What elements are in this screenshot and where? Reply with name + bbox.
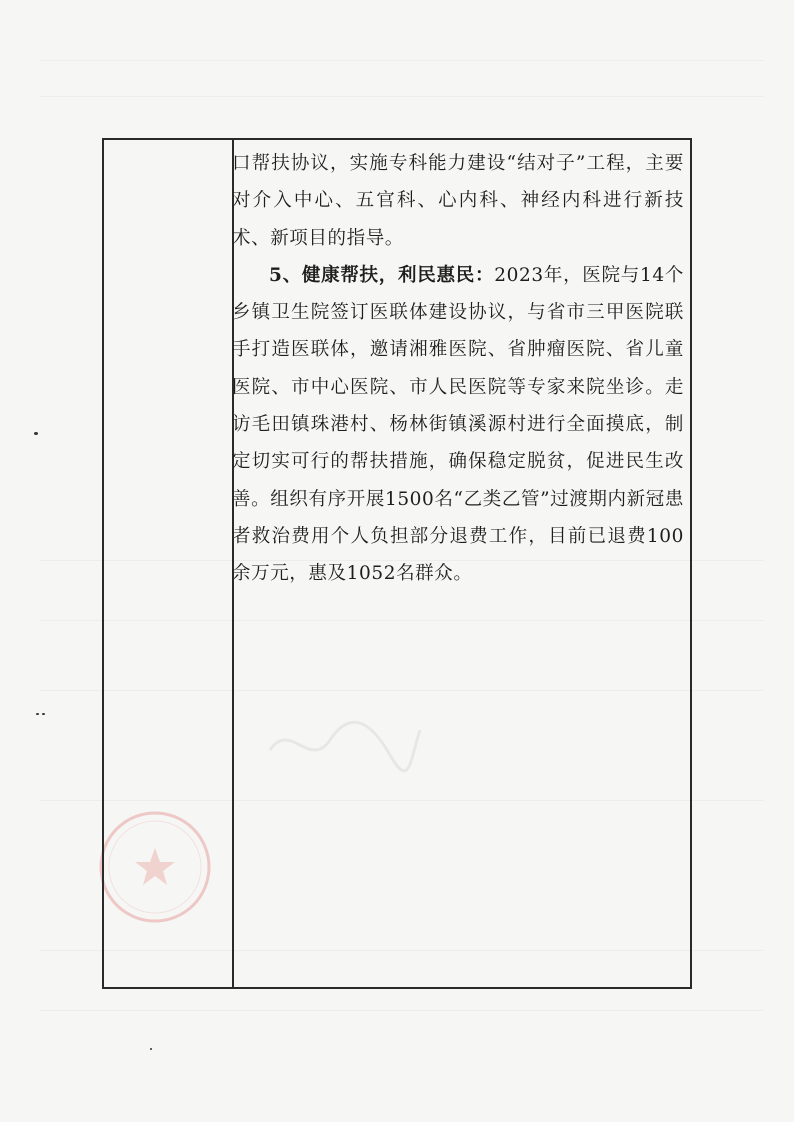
section-5-paragraph — [232, 257, 684, 593]
scan-speck — [36, 713, 39, 715]
paragraph-continuation: 口帮扶协议，实施专科能力建设“结对子”工程，主要对介入中心、五官科、心内科、神经内科进行新技术、新项目的指导。 — [232, 153, 684, 249]
bleed-line — [40, 96, 764, 97]
bleed-line — [40, 60, 764, 61]
scan-speck — [34, 432, 38, 435]
section-5-body: 2023年，医院与14个乡镇卫生院签订医联体建设协议，与省市三甲医院联手打造医联体，邀请湘雅医院、省肿瘤医院、省儿童医院、市中心医院、市人民医院等专家来院坐诊。走访毛田镇珠港村、杨林街镇溪源村进行全面摸底，制定切实可行的帮扶措施，确保稳定脱贫，促进民生改善。组织有序开展1500名“乙类乙管”过渡期内新冠患者救治费用个人负担部分退费工作，目前已退费100余万元，惠及1052名群众。 — [232, 264, 684, 585]
section-5-heading: 5、健康帮扶，利民惠民： — [269, 264, 495, 286]
scan-speck — [150, 1048, 152, 1050]
document-body — [232, 145, 684, 593]
scan-speck — [42, 713, 45, 715]
bleed-line — [40, 1010, 764, 1011]
